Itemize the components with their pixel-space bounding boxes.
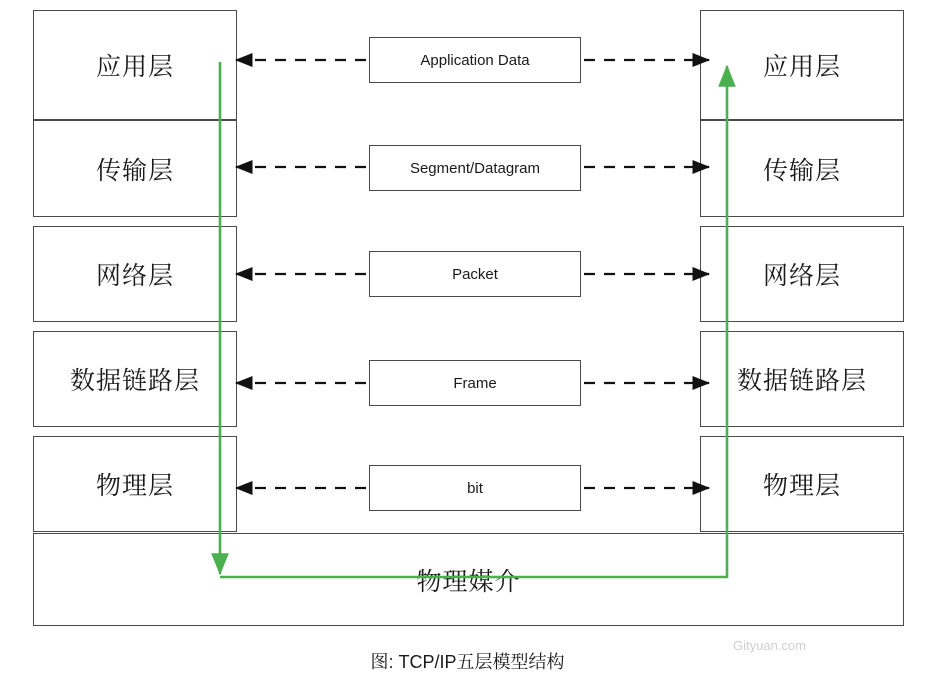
physical-medium-box	[33, 533, 904, 626]
watermark-text: Gityuan.com	[733, 638, 806, 653]
left-layer-transport-label: 传输层	[95, 156, 174, 185]
figure-caption-text: 图: TCP/IP五层模型结构	[370, 652, 565, 672]
pdu-segment-datagram-label: Segment/Datagram	[409, 159, 541, 177]
right-layer-transport	[700, 120, 904, 217]
physical-medium-label: 物理媒介	[416, 567, 521, 596]
pdu-frame	[369, 360, 581, 406]
left-layer-application-label: 应用层	[95, 53, 174, 81]
left-layer-physical	[33, 436, 237, 532]
left-layer-physical-label: 物理层	[95, 472, 174, 500]
right-layer-datalink	[700, 331, 904, 427]
right-layer-datalink-label: 数据链路层	[736, 367, 867, 395]
left-layer-datalink-label: 数据链路层	[69, 367, 200, 395]
left-layer-network	[33, 226, 237, 322]
right-layer-network-label: 网络层	[762, 262, 841, 290]
pdu-frame-label: Frame	[453, 374, 497, 392]
pdu-packet	[369, 251, 581, 297]
watermark	[733, 638, 806, 653]
right-layer-physical	[700, 436, 904, 532]
pdu-bit	[369, 465, 581, 511]
right-layer-network	[700, 226, 904, 322]
pdu-application-data	[369, 37, 581, 83]
left-layer-network-label: 网络层	[95, 262, 174, 290]
pdu-bit-label: bit	[467, 479, 483, 497]
right-layer-application	[700, 10, 904, 120]
left-layer-application	[33, 10, 237, 120]
pdu-segment-datagram	[369, 145, 581, 191]
left-layer-transport	[33, 120, 237, 217]
right-layer-application-label: 应用层	[762, 53, 841, 81]
left-layer-datalink	[33, 331, 237, 427]
pdu-application-data-label: Application Data	[420, 51, 530, 69]
right-layer-physical-label: 物理层	[762, 472, 841, 500]
right-layer-transport-label: 传输层	[762, 156, 841, 185]
pdu-packet-label: Packet	[452, 265, 498, 283]
